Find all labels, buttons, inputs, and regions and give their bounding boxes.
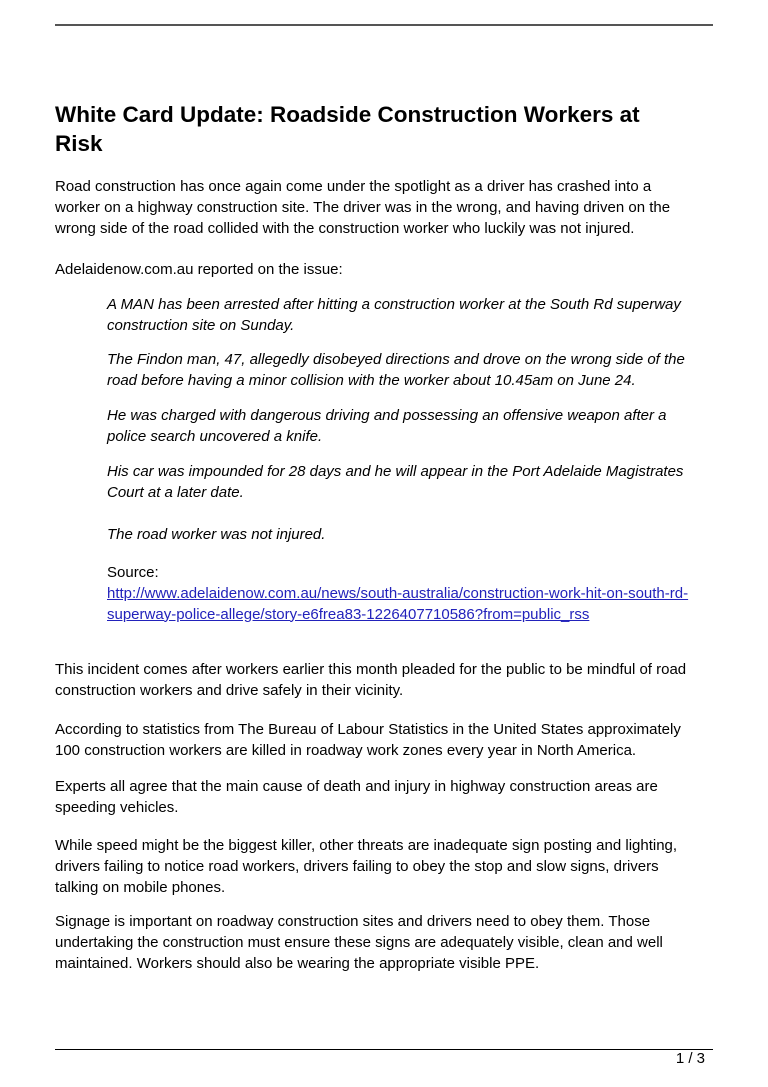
body-paragraph <box>55 660 686 702</box>
link-line[interactable]: superway-police-allege/story-e6frea83-1226407710586?from=public_rss <box>107 605 590 623</box>
title-line: Risk <box>55 131 103 156</box>
quote-paragraph <box>107 350 685 392</box>
text-line: Road construction has once again come under the spotlight as a driver has crashed into a <box>55 178 652 195</box>
source-link[interactable] <box>107 584 688 626</box>
text-line: speeding vehicles. <box>55 798 179 816</box>
text-line: road before having a minor collision with the worker about 10.45am on June 24. <box>107 371 636 389</box>
text-line: wrong side of the road collided with the construction worker who luckily was not injured. <box>55 219 635 237</box>
quote-paragraph <box>107 295 681 337</box>
text-line: 100 construction workers are killed in roadway work zones every year in North America. <box>55 741 637 759</box>
quote-paragraph <box>107 406 667 448</box>
footer-rule <box>55 1049 713 1050</box>
reported-paragraph: Adelaidenow.com.au reported on the issue: <box>55 261 343 278</box>
body-paragraph <box>55 777 658 819</box>
text-line: worker on a highway construction site. The driver was in the wrong, and having driven on the <box>55 198 671 216</box>
text-line: undertaking the construction must ensure these signs are adequately visible, clean and well <box>55 933 663 951</box>
text-line: police search uncovered a knife. <box>107 427 323 445</box>
link-line[interactable]: http://www.adelaidenow.com.au/news/south-australia/construction-work-hit-on-south-rd- <box>107 584 689 602</box>
text-line: construction site on Sunday. <box>107 316 295 334</box>
title-line: White Card Update: Roadside Construction Workers at <box>55 102 640 127</box>
body-paragraph <box>55 836 677 898</box>
page-title <box>55 100 640 158</box>
text-line: According to statistics from The Bureau of Labour Statistics in the United States approximately <box>55 721 681 738</box>
body-paragraph <box>55 720 681 762</box>
text-line: The road worker was not injured. <box>107 526 326 543</box>
header-rule <box>55 24 713 26</box>
text-line: construction workers and drive safely in their vicinity. <box>55 681 404 699</box>
text-line: maintained. Workers should also be wearing the appropriate visible PPE. <box>55 954 540 972</box>
text-line: His car was impounded for 28 days and he will appear in the Port Adelaide Magistrates <box>107 463 684 480</box>
text-line: The Findon man, 47, allegedly disobeyed directions and drove on the wrong side of the <box>107 351 685 368</box>
intro-paragraph <box>55 177 670 239</box>
text-line: While speed might be the biggest killer, other threats are inadequate sign posting and lighting, <box>55 837 678 854</box>
text-line: He was charged with dangerous driving and possessing an offensive weapon after a <box>107 407 667 424</box>
source-label: Source: <box>107 564 159 581</box>
text-line: Court at a later date. <box>107 483 244 501</box>
quote-paragraph <box>107 525 325 546</box>
body-paragraph <box>55 912 663 974</box>
text-line: talking on mobile phones. <box>55 878 226 896</box>
text-line: This incident comes after workers earlier this month pleaded for the public to be mindful of road <box>55 661 687 678</box>
text-line: drivers failing to notice road workers, drivers failing to obey the stop and slow signs, drivers <box>55 857 659 875</box>
text-line: Experts all agree that the main cause of death and injury in highway construction areas are <box>55 778 658 795</box>
text-line: A MAN has been arrested after hitting a construction worker at the South Rd superway <box>107 296 681 313</box>
text-line: Signage is important on roadway construction sites and drivers need to obey them. Those <box>55 913 651 930</box>
quote-paragraph <box>107 462 683 504</box>
page-number: 1 / 3 <box>675 1050 705 1067</box>
source-block <box>107 563 688 625</box>
